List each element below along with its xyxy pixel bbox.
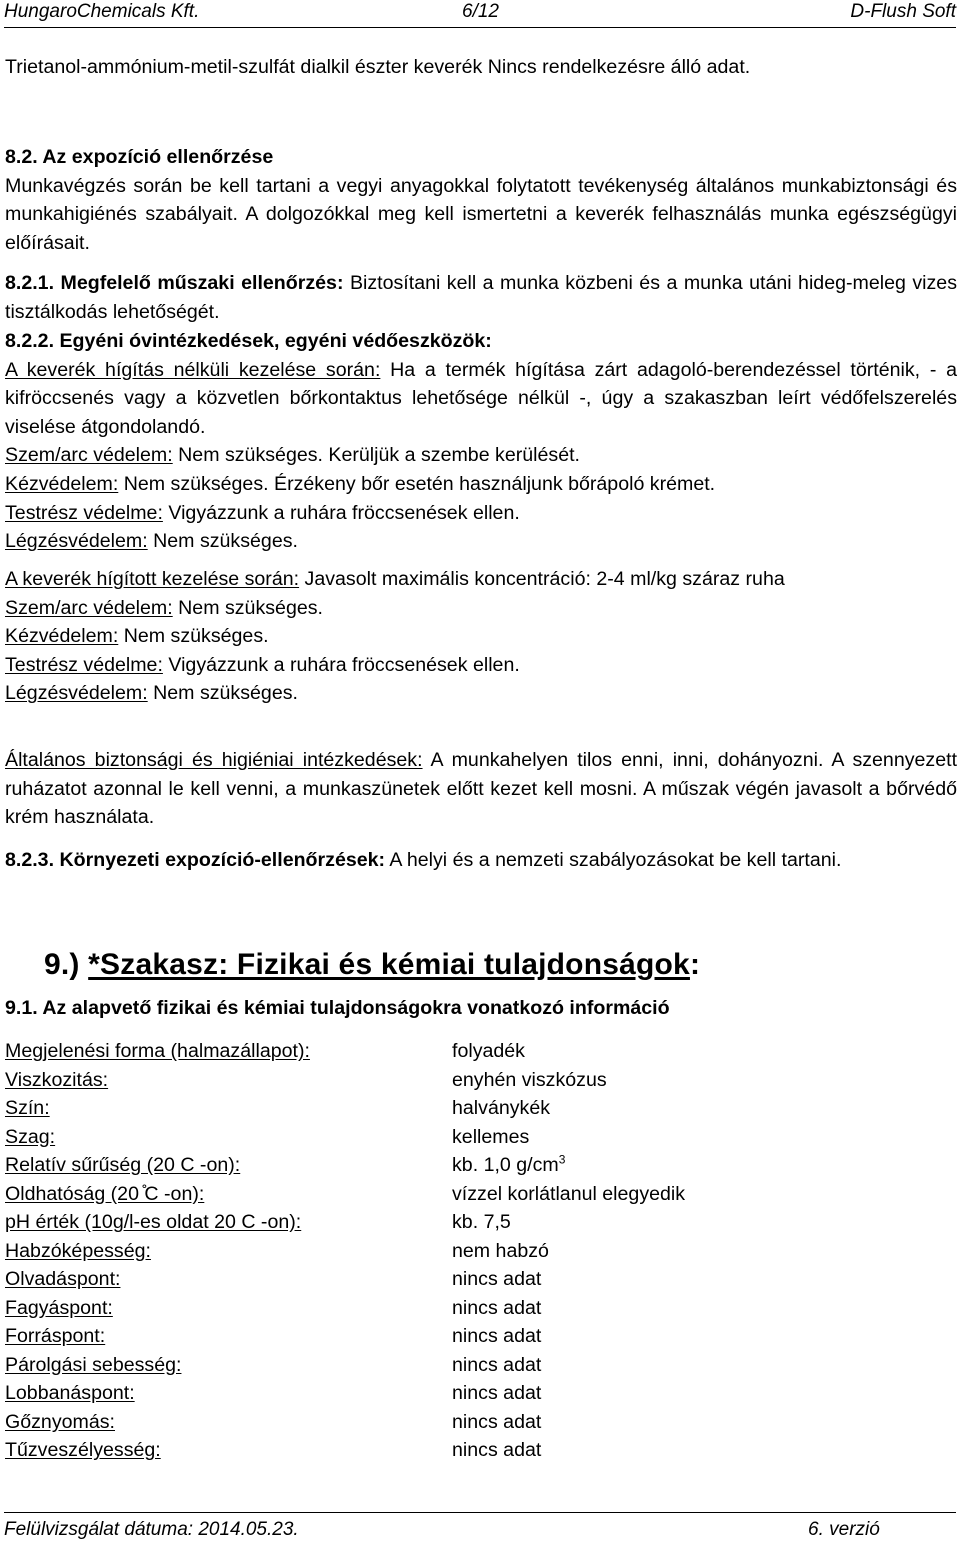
property-label: Lobbanáspont: xyxy=(5,1382,135,1404)
section-8-2-2-title: Egyéni óvintézkedések, egyéni védőeszközök: xyxy=(59,330,492,352)
property-label: Viszkozitás: xyxy=(5,1068,109,1091)
section-8-2-1-text: Biztosítani kell a munka közbeni és a munka utáni hideg-meleg vizes tisztálkodás lehetőségét. xyxy=(5,272,957,323)
property-label: Párolgási sebesség: xyxy=(5,1353,182,1376)
undiluted-label: A keverék hígítás nélküli kezelése során: xyxy=(5,358,381,381)
property-value-text: kb. 1,0 g/cm xyxy=(452,1154,559,1176)
diluted-item xyxy=(5,622,957,651)
undiluted-item xyxy=(5,441,957,470)
property-label: Fagyáspont: xyxy=(5,1296,113,1319)
item-text: Nem szükséges. xyxy=(172,596,323,619)
property-label: Habzóképesség: xyxy=(5,1239,151,1262)
diluted-block xyxy=(5,565,957,708)
page-header xyxy=(4,1,956,25)
section-8-2-1-title: Megfelelő műszaki ellenőrzés: xyxy=(60,272,344,294)
item-text: Nem szükséges. Érzékeny bőr esetén használjunk bőrápoló krémet. xyxy=(118,472,716,495)
property-value: nincs adat xyxy=(452,1353,542,1376)
general-measures xyxy=(5,746,957,832)
header-divider xyxy=(4,27,956,28)
intro-text: Trietanol-ammónium-metil-szulfát dialkil észter keverék Nincs rendelkezésre álló adat. xyxy=(5,56,751,78)
property-label: Tűzveszélyesség: xyxy=(5,1439,161,1461)
property-label: Olvadáspont: xyxy=(5,1268,121,1290)
item-label: Légzésvédelem: xyxy=(5,530,148,553)
section-8-2-1 xyxy=(5,269,957,326)
undiluted-item xyxy=(5,499,957,528)
section-8-2-title: 8.2. Az expozíció ellenőrzése xyxy=(5,146,274,168)
property-value: enyhén viszkózus xyxy=(452,1068,607,1091)
section-8-2 xyxy=(5,143,957,257)
property-row xyxy=(5,1436,905,1465)
property-row xyxy=(5,1066,905,1095)
property-row xyxy=(5,1237,905,1266)
diluted-paragraph xyxy=(5,565,957,594)
property-label: Szín: xyxy=(5,1097,50,1119)
general-text: A munkahelyen tilos enni, inni, dohányozni. A szennyezett ruházatot azonnal le kell venni, a munkaszünetek előtt kezet kell mosni. A műszak végén javasolt a bőrvédő krém használata. xyxy=(5,749,958,829)
property-label: Relatív sűrűség (20 C -on): xyxy=(5,1154,241,1176)
item-text: Nem szükséges. xyxy=(118,625,269,648)
item-text: Nem szükséges. xyxy=(147,530,298,553)
undiluted-text: Ha a termék hígítása zárt adagoló-berendezéssel történik, - a kifröccsenés vagy a közvetlen bőrkontaktus lehetősége nélkül -, úgy a szakaszban leírt védőfelszerelés viselése átgondolandó. xyxy=(5,358,957,438)
item-label: Légzésvédelem: xyxy=(5,682,148,705)
diluted-text: Javasolt maximális koncentráció: 2-4 ml/kg száraz ruha xyxy=(299,568,785,590)
header-company: HungaroChemicals Kft. xyxy=(4,1,200,22)
item-label: Testrész védelme: xyxy=(5,501,163,524)
section-9-title: *Szakasz: Fizikai és kémiai tulajdonságok xyxy=(88,948,690,981)
intro-paragraph xyxy=(5,53,957,82)
property-row xyxy=(5,1294,905,1323)
property-value: halványkék xyxy=(452,1097,551,1119)
undiluted-item xyxy=(5,527,957,556)
property-value: nincs adat xyxy=(452,1325,542,1347)
header-page-number: 6/12 xyxy=(462,1,499,22)
property-value: nincs adat xyxy=(452,1268,542,1290)
section-8-2-text: Munkavégzés során be kell tartani a vegyi anyagokkal folytatott tevékenység általános munkabiztonsági és munkahigiénés szabályait. A dolgozókkal meg kell ismertetni a keverék felhasználás munka egészségügyi előírásait. xyxy=(5,174,957,254)
property-value: nem habzó xyxy=(452,1239,549,1262)
property-label: pH érték (10g/l-es oldat 20 C -on): xyxy=(5,1211,302,1233)
diluted-item xyxy=(5,679,957,708)
diluted-item xyxy=(5,594,957,623)
section-9-colon: : xyxy=(689,948,701,981)
property-row xyxy=(5,1180,905,1209)
property-value: nincs adat xyxy=(452,1410,542,1433)
diluted-item xyxy=(5,651,957,680)
section-8-2-3-title: Környezeti expozíció-ellenőrzések: xyxy=(59,849,386,871)
property-label: Gőznyomás: xyxy=(5,1410,115,1433)
property-value: nincs adat xyxy=(452,1296,542,1319)
item-text: Vigyázzunk a ruhára fröccsenések ellen. xyxy=(162,501,520,524)
section-9-paren: ) xyxy=(69,948,80,981)
property-value: nincs adat xyxy=(452,1439,542,1461)
item-label: Szem/arc védelem: xyxy=(5,596,173,619)
property-value: folyadék xyxy=(452,1040,525,1062)
item-text: Nem szükséges. xyxy=(147,682,298,705)
property-value xyxy=(452,1151,565,1180)
property-row xyxy=(5,1408,905,1437)
item-label: Szem/arc védelem: xyxy=(5,444,173,467)
property-label: Oldhatóság (20 ̊C -on): xyxy=(5,1182,205,1205)
property-row xyxy=(5,1094,905,1123)
section-8-2-2-number: 8.2.2. xyxy=(5,330,55,352)
property-row xyxy=(5,1037,905,1066)
undiluted-paragraph xyxy=(5,356,957,442)
item-text: Vigyázzunk a ruhára fröccsenések ellen. xyxy=(162,653,520,676)
diluted-label: A keverék hígított kezelése során: xyxy=(5,568,300,590)
property-row xyxy=(5,1208,905,1237)
section-8-2-3-text: A helyi és a nemzeti szabályozásokat be kell tartani. xyxy=(385,849,842,871)
item-label: Testrész védelme: xyxy=(5,653,163,676)
undiluted-item xyxy=(5,470,957,499)
header-product: D-Flush Soft xyxy=(850,1,956,22)
property-value: vízzel korlátlanul elegyedik xyxy=(452,1182,686,1205)
section-8-2-1-number: 8.2.1. xyxy=(5,272,55,294)
section-9-number: 9. xyxy=(44,948,70,981)
property-value-superscript: 3 xyxy=(558,1152,566,1167)
property-row xyxy=(5,1151,905,1180)
section-8-2-3 xyxy=(5,846,957,875)
properties-list xyxy=(5,1037,905,1465)
property-row xyxy=(5,1123,905,1152)
property-label: Forráspont: xyxy=(5,1325,106,1347)
section-9-1-title: 9.1. Az alapvető fizikai és kémiai tulajdonságokra vonatkozó információ xyxy=(5,997,670,1019)
property-row xyxy=(5,1265,905,1294)
section-8-2-3-number: 8.2.3. xyxy=(5,849,55,871)
item-label: Kézvédelem: xyxy=(5,625,119,648)
property-row xyxy=(5,1351,905,1380)
section-9-heading xyxy=(44,948,700,982)
property-value: kellemes xyxy=(452,1125,530,1148)
property-value: nincs adat xyxy=(452,1382,542,1404)
item-text: Nem szükséges. Kerüljük a szembe kerülését. xyxy=(172,444,580,467)
property-row xyxy=(5,1322,905,1351)
property-label: Szag: xyxy=(5,1125,56,1148)
property-label: Megjelenési forma (halmazállapot): xyxy=(5,1040,310,1062)
general-label: Általános biztonsági és higiéniai intézkedések: xyxy=(5,749,423,771)
item-label: Kézvédelem: xyxy=(5,472,119,495)
section-8-2-2 xyxy=(5,327,957,556)
footer-version: 6. verzió xyxy=(808,1519,880,1540)
footer-review-date: Felülvizsgálat dátuma: 2014.05.23. xyxy=(4,1519,299,1540)
property-row xyxy=(5,1379,905,1408)
footer-divider xyxy=(4,1512,956,1513)
property-value: kb. 7,5 xyxy=(452,1211,511,1233)
